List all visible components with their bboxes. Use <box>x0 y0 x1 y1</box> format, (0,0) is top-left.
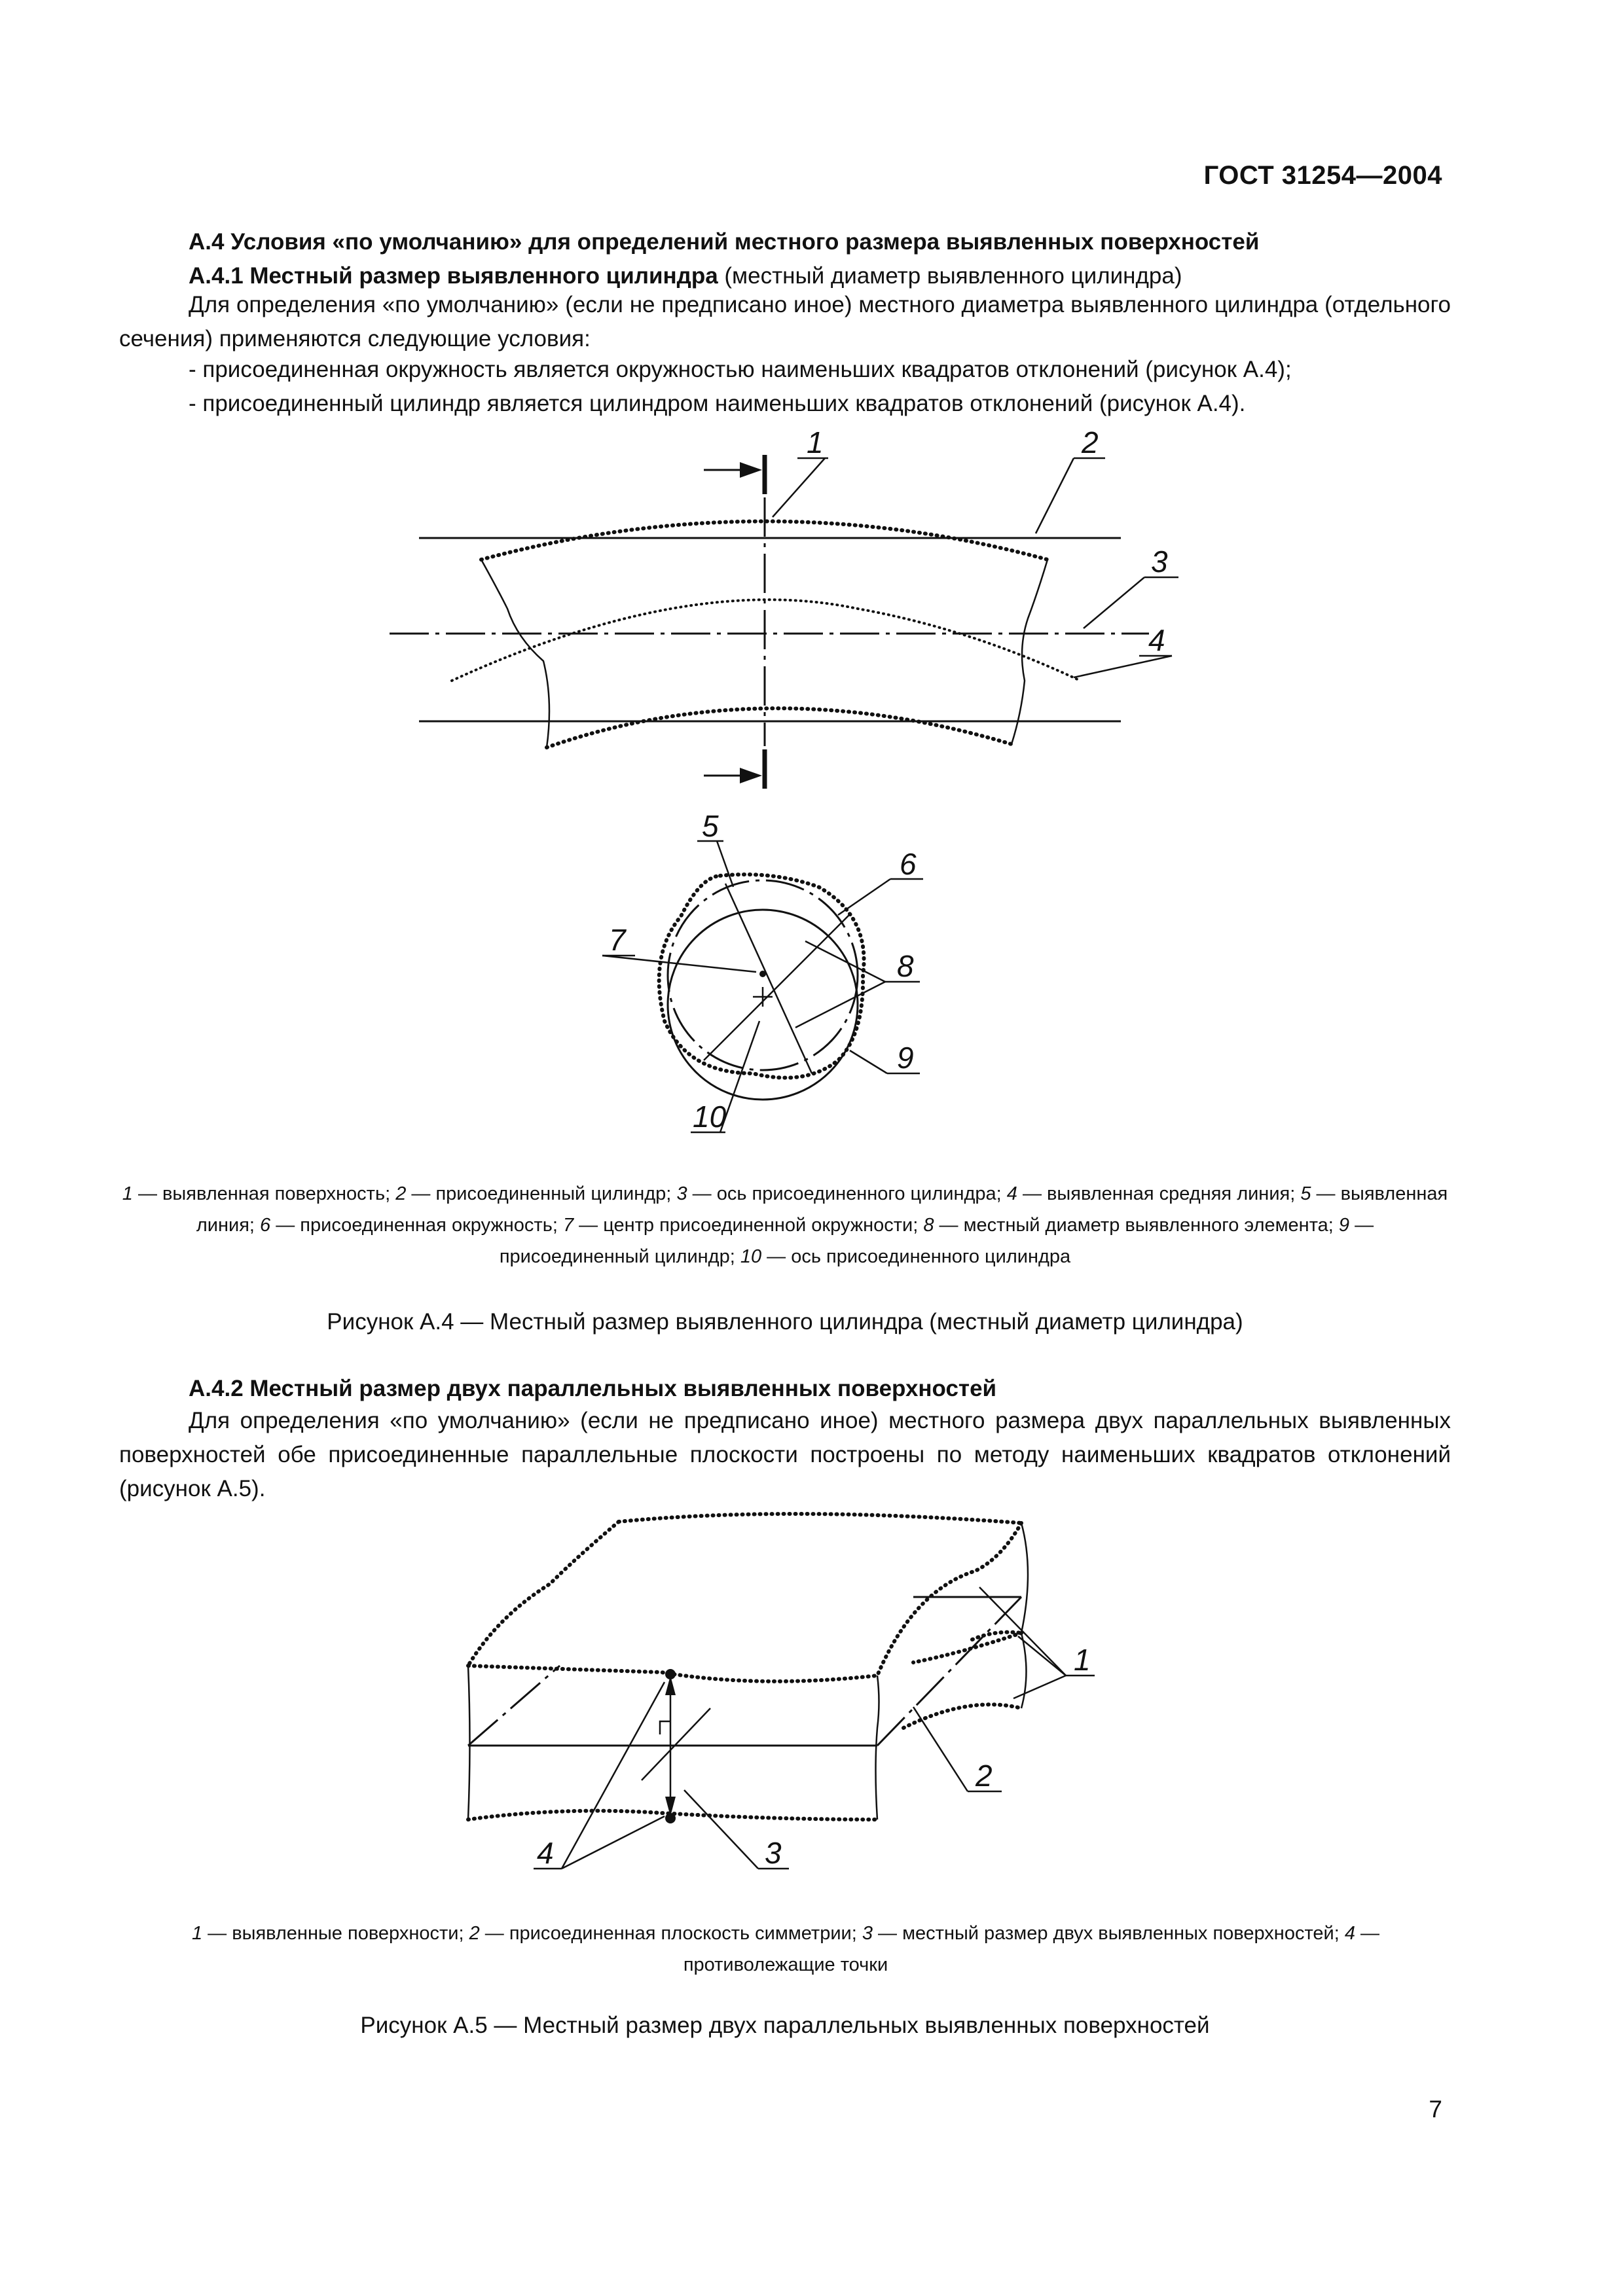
figure-a5-caption: Рисунок А.5 — Местный размер двух параллельных выявленных поверхностей <box>360 2013 1210 2038</box>
right-angle-mark <box>660 1721 670 1734</box>
leader-4a <box>562 1682 665 1869</box>
leader-3 <box>684 1790 758 1869</box>
fig-a4-label-7: 7 <box>609 923 626 957</box>
leader-1c <box>1013 1676 1066 1698</box>
figure-a4-caption: Рисунок А.4 — Местный размер выявленного цилиндра (местный диаметр цилиндра) <box>327 1309 1243 1335</box>
leader-4b <box>562 1816 665 1869</box>
leader-2 <box>913 1707 968 1791</box>
fig-a4-label-9: 9 <box>897 1041 914 1075</box>
fig-a5-label-2: 2 <box>976 1759 993 1793</box>
bullet-item: - присоединенная окружность является окружностью наименьших квадратов отклонений (рисунок А.4); <box>189 357 1292 382</box>
revealed-surface-bottom <box>468 1704 1021 1820</box>
legend-entry: 8 — местный диаметр выявленного элемента; <box>923 1215 1339 1236</box>
fig-a4-label-1: 1 <box>807 425 824 459</box>
legend-entry: 1 — выявленные поверхности; <box>191 1923 469 1944</box>
legend-entry: 4 — противолежащие точки <box>683 1923 1380 1975</box>
legend-entry: 4 — выявленная средняя линия; <box>1006 1183 1301 1204</box>
fig-a4-label-3: 3 <box>1151 545 1168 579</box>
fig-a4-label-2: 2 <box>1082 425 1099 459</box>
standard-designation: ГОСТ 31254—2004 <box>1203 161 1442 190</box>
fig-a5-label-1: 1 <box>1074 1643 1091 1677</box>
fig-a4-label-8: 8 <box>897 949 914 983</box>
normal-line <box>642 1708 710 1780</box>
surface-back-right <box>1021 1523 1028 1708</box>
subsection-title-bold: А.4.1 Местный размер выявленного цилиндра <box>189 263 718 289</box>
legend-entry: 7 — центр присоединенной окружности; <box>562 1215 924 1236</box>
section-a42-title: А.4.2 Местный размер двух параллельных выявленных поверхностей <box>189 1376 997 1401</box>
bullet-item: - присоединенный цилиндр является цилиндром наименьших квадратов отклонений (рисунок А.4). <box>189 391 1246 416</box>
opposite-point-top <box>665 1669 676 1679</box>
fig-a4-label-10: 10 <box>693 1100 727 1134</box>
legend-entry: 5 — выявленная линия; <box>196 1183 1448 1236</box>
legend-entry: 6 — присоединенная окружность; <box>260 1215 563 1236</box>
revealed-surface-right-edge <box>877 1523 1021 1676</box>
fig-a5-label-3: 3 <box>765 1836 782 1870</box>
fig-a5-label-4: 4 <box>537 1836 554 1870</box>
legend-entry: 10 — ось присоединенного цилиндра <box>740 1246 1071 1267</box>
legend-entry: 2 — присоединенная плоскость симметрии; <box>469 1923 862 1944</box>
fig-a4-label-5: 5 <box>702 809 719 843</box>
legend-entry: 3 — ось присоединенного цилиндра; <box>676 1183 1007 1204</box>
paragraph-a42: Для определения «по умолчанию» (если не предписано иное) местного размера двух параллельных выявленных поверхностей обе присоединенные параллельные плоскости построены по методу наименьших квадратов отклонений (рисунок А.5). <box>119 1408 1451 1501</box>
opposite-point-bottom <box>665 1813 676 1823</box>
section-title: А.4 Условия «по умолчанию» для определений местного размера выявленных поверхностей <box>189 229 1260 255</box>
surface-front-left <box>468 1666 470 1820</box>
revealed-surface-left-edge <box>468 1522 619 1666</box>
symmetry-plane-right <box>877 1597 1021 1746</box>
leader-1a <box>979 1587 1066 1676</box>
subsection-title-rest: (местный диаметр выявленного цилиндра) <box>718 263 1182 289</box>
legend-entry: 2 — присоединенный цилиндр; <box>395 1183 677 1204</box>
paragraph-default-conditions: Для определения «по умолчанию» (если не предписано иное) местного диаметра выявленного цилиндра (отдельного сечения) применяются следующие условия: <box>119 292 1451 351</box>
surface-front-right <box>876 1676 879 1820</box>
figure-a5-legend <box>190 1918 1381 1981</box>
fig-a4-label-6: 6 <box>900 847 917 881</box>
page-number: 7 <box>1429 2096 1442 2123</box>
legend-entry: 3 — местный размер двух выявленных поверхностей; <box>862 1923 1345 1944</box>
symmetry-plane-left <box>468 1666 560 1746</box>
legend-entry: 9 — присоединенный цилиндр; <box>499 1215 1374 1267</box>
fig-a4-label-4: 4 <box>1148 623 1165 657</box>
legend-entry: 1 — выявленная поверхность; <box>122 1183 396 1204</box>
